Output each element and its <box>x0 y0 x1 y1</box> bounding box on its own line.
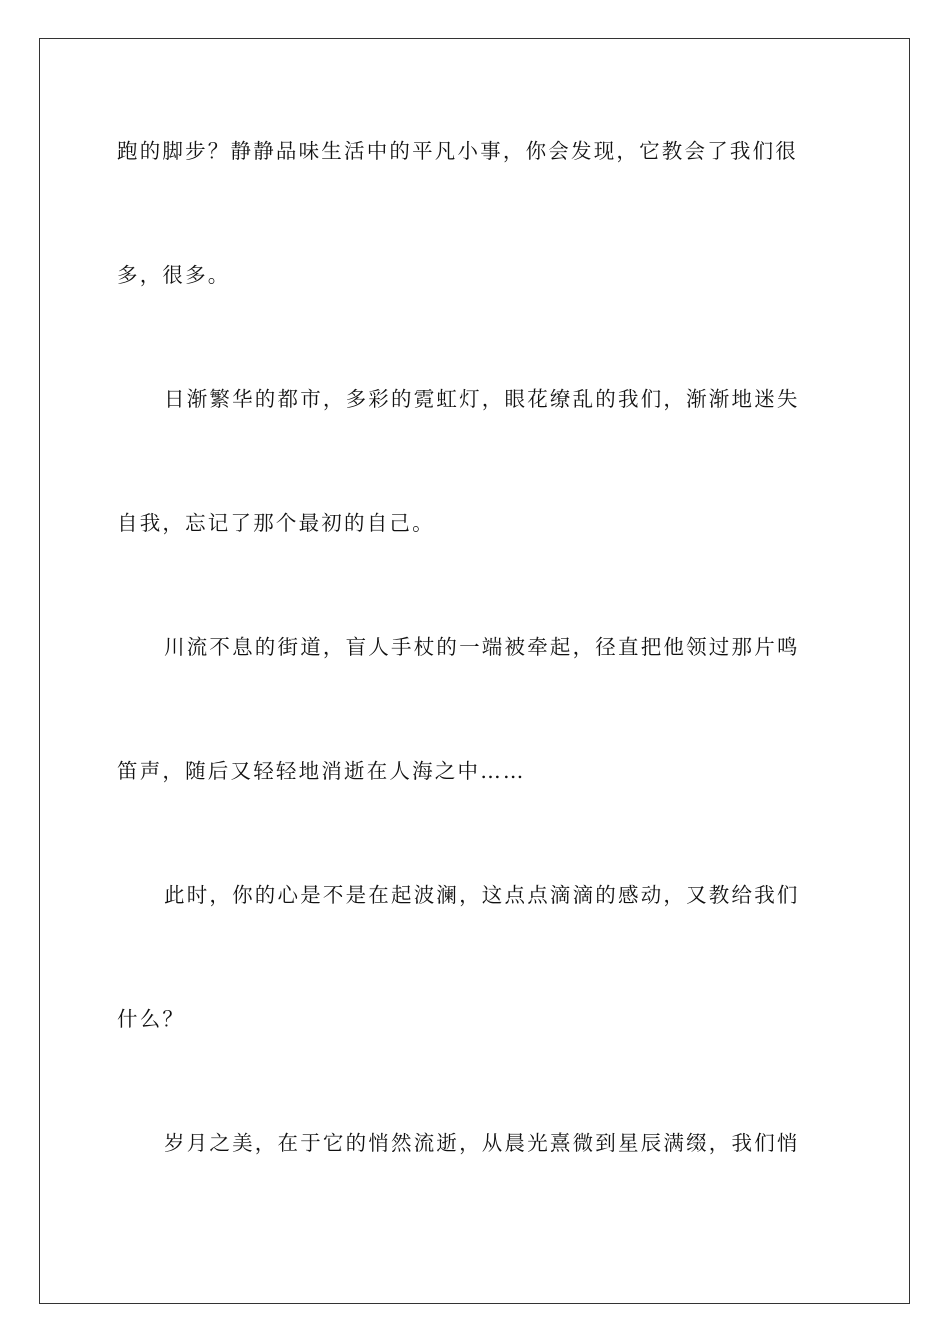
text-line-2: 多，很多。 <box>117 263 231 287</box>
text-line-9: 岁月之美，在于它的悄然流逝，从晨光熹微到星辰满缀，我们悄 <box>164 1131 800 1155</box>
text-line-1: 跑的脚步？静静品味生活中的平凡小事，你会发现，它教会了我们很 <box>117 139 798 163</box>
text-line-7: 此时，你的心是不是在起波澜，这点点滴滴的感动，又教给我们 <box>164 883 800 907</box>
text-line-3: 日渐繁华的都市，多彩的霓虹灯，眼花缭乱的我们，渐渐地迷失 <box>164 387 800 411</box>
text-line-8: 什么？ <box>117 1007 186 1031</box>
text-line-4: 自我，忘记了那个最初的自己。 <box>117 511 435 535</box>
page-border <box>39 38 910 1304</box>
text-line-5: 川流不息的街道，盲人手杖的一端被牵起，径直把他领过那片鸣 <box>164 635 800 659</box>
text-line-6: 笛声，随后又轻轻地消逝在人海之中…… <box>117 759 526 783</box>
